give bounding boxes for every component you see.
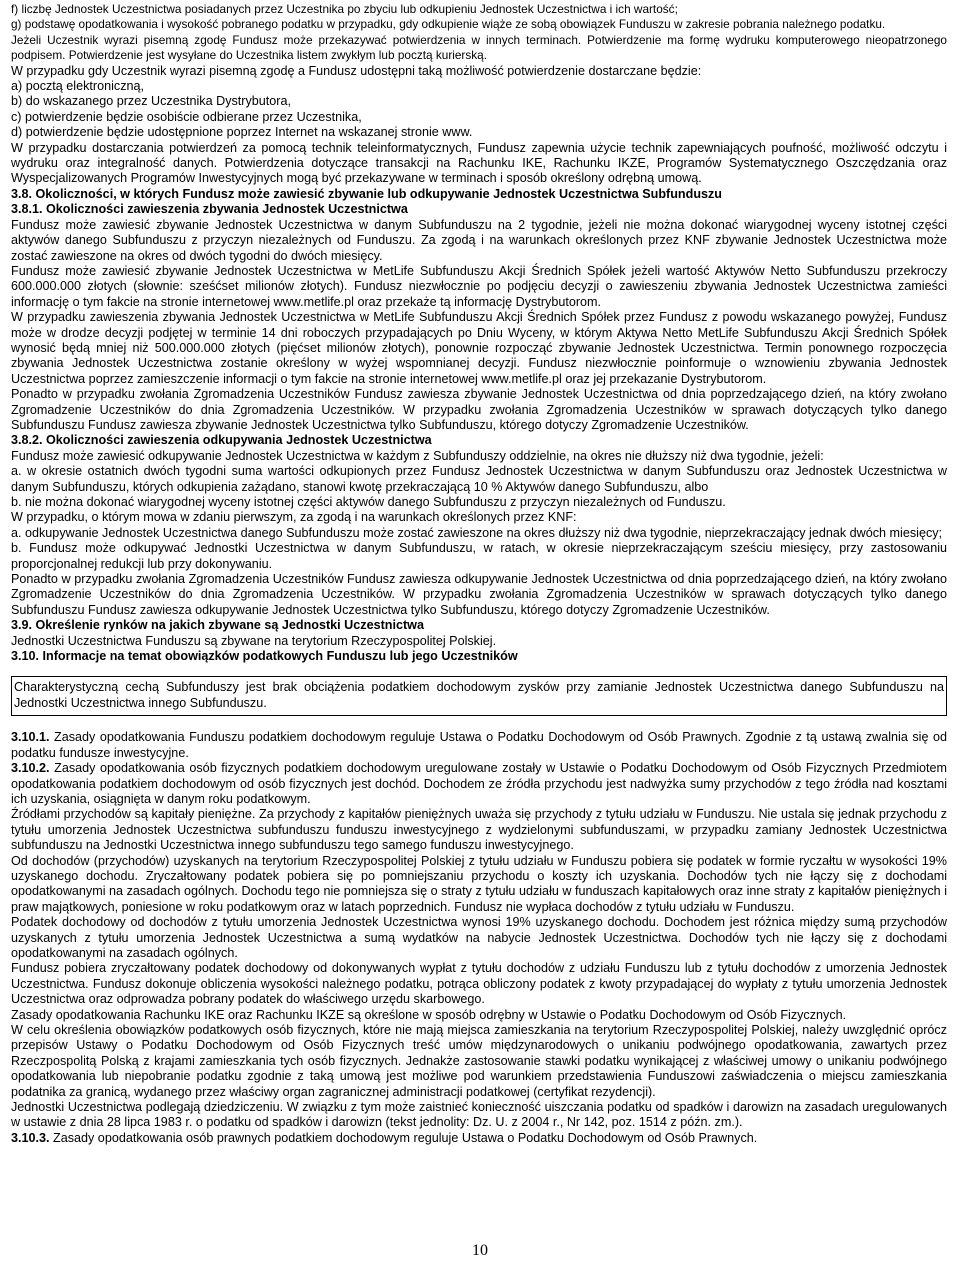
paragraph: W przypadku dostarczania potwierdzeń za pomocą technik teleinformatycznych, Fundusz zapewnia użycie technik zapewniających poufność, możliwość odczytu i wydruku oraz integralność danych. Potwierdzenia dotyczące transakcji na Rachunku IKE, Rachunku IKZE, Programów Systematycznego Oszczędzania oraz Wyspecjalizowanych Programów Inwestycyjnych mogą być przekazywane w terminach i sposób określony odrębną umową.	[11, 140, 947, 186]
paragraph: Fundusz może zawiesić odkupywanie Jednostek Uczestnictwa w każdym z Subfunduszy oddzielnie, na okres nie dłuższy niż dwa tygodnie, jeżeli:	[11, 448, 824, 463]
list-item: c) potwierdzenie będzie osobiście odbierane przez Uczestnika,	[11, 109, 362, 124]
clause-text: Zasady opodatkowania osób fizycznych podatkiem dochodowym uregulowane zostały w Ustawie o Podatku Dochodowym od Osób Fizycznych Przedmiotem opodatkowania podatkiem dochodowym od osób fizycznych jest dochód. Dochodem ze źródła przychodu jest nadwyżka sumy przychodów z tego źródła nad kosztami ich uzyskania, osiągnięta w danym roku podatkowym.	[11, 761, 947, 806]
paragraph: Fundusz może zawiesić zbywanie Jednostek Uczestnictwa w MetLife Subfunduszu Akcji Średnich Spółek jeżeli wartość Aktywów Netto Subfunduszu przekroczy 600.000.000 złotych (słownie: sześćset milionów złotych). Fundusz niezwłocznie po podjęciu decyzji o zawieszeniu zbywania Jednostek Uczestnictwa zamieści informację o tym fakcie na stronie internetowej www.metlife.pl oraz przekaże tą informację Dystrybutorom.	[11, 263, 947, 309]
list-item: d) potwierdzenie będzie udostępnione poprzez Internet na wskazanej stronie www.	[11, 125, 473, 140]
paragraph: Podatek dochodowy od dochodów z tytułu umorzenia Jednostek Uczestnictwa wynosi 19% uzyskanego dochodu. Dochodem jest różnica między sumą przychodów uzyskanych z tytułu umorzenia Jednostek Uczestnictwa a sumą wydatków na nabycie Jednostek Uczestnictwa. Dochodów tych nie łączy się z dochodami opodatkowanymi na zasadach ogólnych.	[11, 915, 947, 960]
list-item-g: g) podstawę opodatkowania i wysokość pobranego podatku w przypadku, gdy odkupienie wiąże ze sobą obowiązek Funduszu w zakresie pobrania należnego podatku.	[11, 17, 886, 32]
clause-number: 3.10.1.	[11, 730, 50, 745]
list-item: b. Fundusz może odkupywać Jednostki Uczestnictwa w danym Subfunduszu, w ratach, w okresie nieprzekraczającym sześciu miesięcy, przy zastosowaniu proporcjonalnej redukcji lub przy dokonywaniu.	[11, 541, 947, 571]
paragraph: Ponadto w przypadku zwołania Zgromadzenia Uczestników Fundusz zawiesza odkupywanie Jednostek Uczestnictwa od dnia poprzedzającego dzień, na który zwołano Zgromadzenie Uczestników do dnia Zgromadzenia Uczestników. W przypadku zwołania Zgromadzenia Uczestników w sprawach dotyczących tylko danego Subfunduszu Fundusz zawiesza odkupywanie Jednostek Uczestnictwa tylko Subfunduszu, którego dotyczy Zgromadzenie Uczestników.	[11, 572, 947, 617]
section-heading-3-8: 3.8. Okoliczności, w których Fundusz może zawiesić zbywanie lub odkupywanie Jednostek Uczestnictwa Subfunduszu	[11, 186, 722, 201]
paragraph: Fundusz pobiera zryczałtowany podatek dochodowy od dokonywanych wypłat z tytułu dochodów z udziału Funduszu lub z tytułu dochodów z umorzenia Jednostek Uczestnictwa. Fundusz dokonuje obliczenia wysokości należnego podatku, potrąca obliczony podatek z kwoty przypadającej do wypłaty z tytułu umorzenia Jednostek Uczestnictwa oraz odprowadza pobrany podatek do właściwego urzędu skarbowego.	[11, 961, 947, 1007]
paragraph: W celu określenia obowiązków podatkowych osób fizycznych, które nie mają miejsca zamieszkania na terytorium Rzeczypospolitej Polskiej, należy uwzględnić oprócz przepisów Ustawy o Podatku Dochodowym od Osób Fizycznych treść umów międzynarodowych o unikaniu podwójnego opodatkowania, zawartych przez Rzeczpospolitą Polską z krajami zamieszkania tych osób fizycznych. Jednakże zastosowanie stawki podatku wynikającej z właściwej umowy o unikaniu podwójnego opodatkowania lub niepobranie podatku zgodnie z taką umową jest możliwe pod warunkiem przedstawienia Funduszowi zaświadczenia o miejscu zamieszkania podatnika za granicą, wydanego przez właściwy organ zagranicznej administracji podatkowej (certyfikat rezydencji).	[11, 1023, 947, 1099]
section-heading-3-8-2: 3.8.2. Okoliczności zawieszenia odkupywania Jednostek Uczestnictwa	[11, 433, 432, 448]
highlight-box	[11, 676, 947, 716]
list-item: b. nie można dokonać wiarygodnej wyceny istotnej części aktywów danego Subfunduszu z przyczyn niezależnych od Funduszu.	[11, 495, 726, 509]
paragraph-3-10-1	[11, 730, 947, 761]
clause-number: 3.10.3.	[11, 1130, 50, 1145]
highlight-box-text: Charakterystyczną cechą Subfunduszy jest brak obciążenia podatkiem dochodowym zysków przy zamianie Jednostek Uczestnictwa danego Subfunduszu na Jednostki Uczestnictwa innego Subfunduszu.	[14, 680, 944, 710]
paragraph: W przypadku gdy Uczestnik wyrazi pisemną zgodę a Fundusz udostępni taką możliwość potwierdzenie dostarczane będzie:	[11, 63, 702, 78]
clause-text: Zasady opodatkowania osób prawnych podatkiem dochodowym reguluje Ustawa o Podatku Dochodowym od Osób Prawnych.	[49, 1130, 758, 1145]
paragraph: Źródłami przychodów są kapitały pieniężne. Za przychody z kapitałów pieniężnych uważa się przychody z tytułu udziału w Funduszu. Nie ustala się jednak przychodu z tytułu umorzenia Jednostek Uczestnictwa subfunduszu funduszu inwestycyjnego z wydzielonymi subfunduszami, w przypadku zamiany Jednostek Uczestnictwa subfunduszu na Jednostki Uczestnictwa innego subfunduszu tego samego funduszu inwestycyjnego.	[11, 807, 947, 853]
section-heading-3-8-1: 3.8.1. Okoliczności zawieszenia zbywania Jednostek Uczestnictwa	[11, 202, 408, 217]
list-item: a) pocztą elektroniczną,	[11, 79, 145, 94]
paragraph: Fundusz może zawiesić zbywanie Jednostek Uczestnictwa w danym Subfunduszu na 2 tygodnie, jeżeli nie można dokonać wiarygodnej wyceny istotnej części aktywów danego Subfunduszu z przyczyn niezależnych od Funduszu. Za zgodą i na warunkach określonych przez KNF zbywanie Jednostek Uczestnictwa może zostać zawieszone na okres od dwóch tygodni do dwóch miesięcy.	[11, 217, 947, 263]
section-heading-3-10: 3.10. Informacje na temat obowiązków podatkowych Funduszu lub jego Uczestników	[11, 649, 518, 664]
list-item: a. odkupywanie Jednostek Uczestnictwa danego Subfunduszu może zostać zawieszone na okres dłuższy niż dwa tygodnie, nieprzekraczający jednak dwóch miesięcy;	[11, 525, 943, 540]
clause-number: 3.10.2.	[11, 761, 50, 776]
page-number: 10	[472, 1242, 488, 1259]
paragraph: Zasady opodatkowania Rachunku IKE oraz Rachunku IKZE są określone w sposób odrębny w Ustawie o Podatku Dochodowym od Osób Fizycznych.	[11, 1007, 847, 1022]
paragraph: Od dochodów (przychodów) uzyskanych na terytorium Rzeczypospolitej Polskiej z tytułu udziału w Funduszu pobiera się podatek w formie ryczałtu w wysokości 19% uzyskanego dochodu. Zryczałtowany podatek pobiera się po pomniejszaniu przychodu o koszty ich uzyskania. Dochodów tych nie łączy się z dochodami opodatkowanymi na zasadach ogólnych. Dochodu tego nie pomniejsza się o straty z tytułu udziału w funduszach kapitałowych oraz inne straty z kapitałów pieniężnych i praw majątkowych, poniesione w roku podatkowym oraz w latach poprzednich. Fundusz nie wypłaca dochodów z tytułu udziału w Funduszu.	[11, 853, 947, 914]
list-item: a. w okresie ostatnich dwóch tygodni suma wartości odkupionych przez Fundusz Jednostek Uczestnictwa w danym Subfunduszu oraz Jednostek Uczestnictwa w danym Subfunduszu, których odkupienia zażądano, stanowi kwotę przekraczającą 10 % Aktywów danego Subfunduszu, albo	[11, 464, 947, 494]
paragraph-3-10-3	[11, 1131, 947, 1146]
paragraph: Jednostki Uczestnictwa Funduszu są zbywane na terytorium Rzeczypospolitej Polskiej.	[11, 633, 497, 648]
paragraph: W przypadku, o którym mowa w zdaniu pierwszym, za zgodą i na warunkach określonych przez KNF:	[11, 510, 577, 525]
paragraph: Ponadto w przypadku zwołania Zgromadzenia Uczestników Fundusz zawiesza zbywanie Jednostek Uczestnictwa od dnia poprzedzającego dzień, na który zwołano Zgromadzenie Uczestników do dnia Zgromadzenia Uczestników. W przypadku zwołania Zgromadzenia Uczestników w sprawach dotyczących tylko danego Subfunduszu Fundusz zawiesza zbywanie Jednostek Uczestnictwa tylko Subfunduszu, którego dotyczy Zgromadzenie Uczestników.	[11, 387, 947, 432]
clause-text: Zasady opodatkowania Funduszu podatkiem dochodowym reguluje Ustawa o Podatku Dochodowym od Osób Prawnych. Zgodnie z tą ustawą zwalnia się od podatku fundusze inwestycyjne.	[11, 730, 947, 760]
document-page	[11, 2, 947, 1146]
paragraph: W przypadku zawieszenia zbywania Jednostek Uczestnictwa w MetLife Subfunduszu Akcji Średnich Spółek przez Fundusz z powodu wskazanego powyżej, Fundusz może w drodze decyzji podjętej w terminie 14 dni roboczych przypadających po Dniu Wyceny, w którym Aktywa Netto MetLife Subfunduszu Akcji Średnich Spółek wynosić będą mniej niż 500.000.000 złotych (pięćset milionów złotych), ponownie rozpocząć zbywanie Jednostek Uczestnictwa. Termin ponownego rozpoczęcia zbywania Jednostek Uczestnictwa zostanie określony w wyżej wspomnianej decyzji. Fundusz niezwłocznie poinformuje o wznowieniu zbywania Jednostek Uczestnictwa poprzez zamieszczenie informacji o tym fakcie na stronie internetowej www.metlife.pl oraz jej przekazanie Dystrybutorom.	[11, 310, 947, 386]
section-heading-3-9: 3.9. Określenie rynków na jakich zbywane są Jednostki Uczestnictwa	[11, 618, 424, 633]
confirmation-paragraph: Jeżeli Uczestnik wyrazi pisemną zgodę Fundusz może przekazywać potwierdzenia w innych terminach. Potwierdzenie ma formę wydruku komputerowego nieopatrzonego podpisem. Potwierdzenie jest wysyłane do Uczestnika listem zwykłym lub pocztą kurierską.	[11, 32, 947, 63]
list-item-f: f) liczbę Jednostek Uczestnictwa posiadanych przez Uczestnika po zbyciu lub odkupieniu Jednostek Uczestnictwa i ich wartość;	[11, 2, 678, 16]
paragraph-3-10-2	[11, 761, 947, 807]
paragraph: Jednostki Uczestnictwa podlegają dziedziczeniu. W związku z tym może zaistnieć konieczność uiszczania podatku od spadków i darowizn na zasadach uregulowanych w ustawie z dnia 28 lipca 1983 r. o podatku od spadków i darowizn (tekst jednolity: Dz. U. z 2004 r., Nr 142, poz. 1514 z późn. zm.).	[11, 1100, 947, 1130]
list-item: b) do wskazanego przez Uczestnika Dystrybutora,	[11, 94, 291, 109]
